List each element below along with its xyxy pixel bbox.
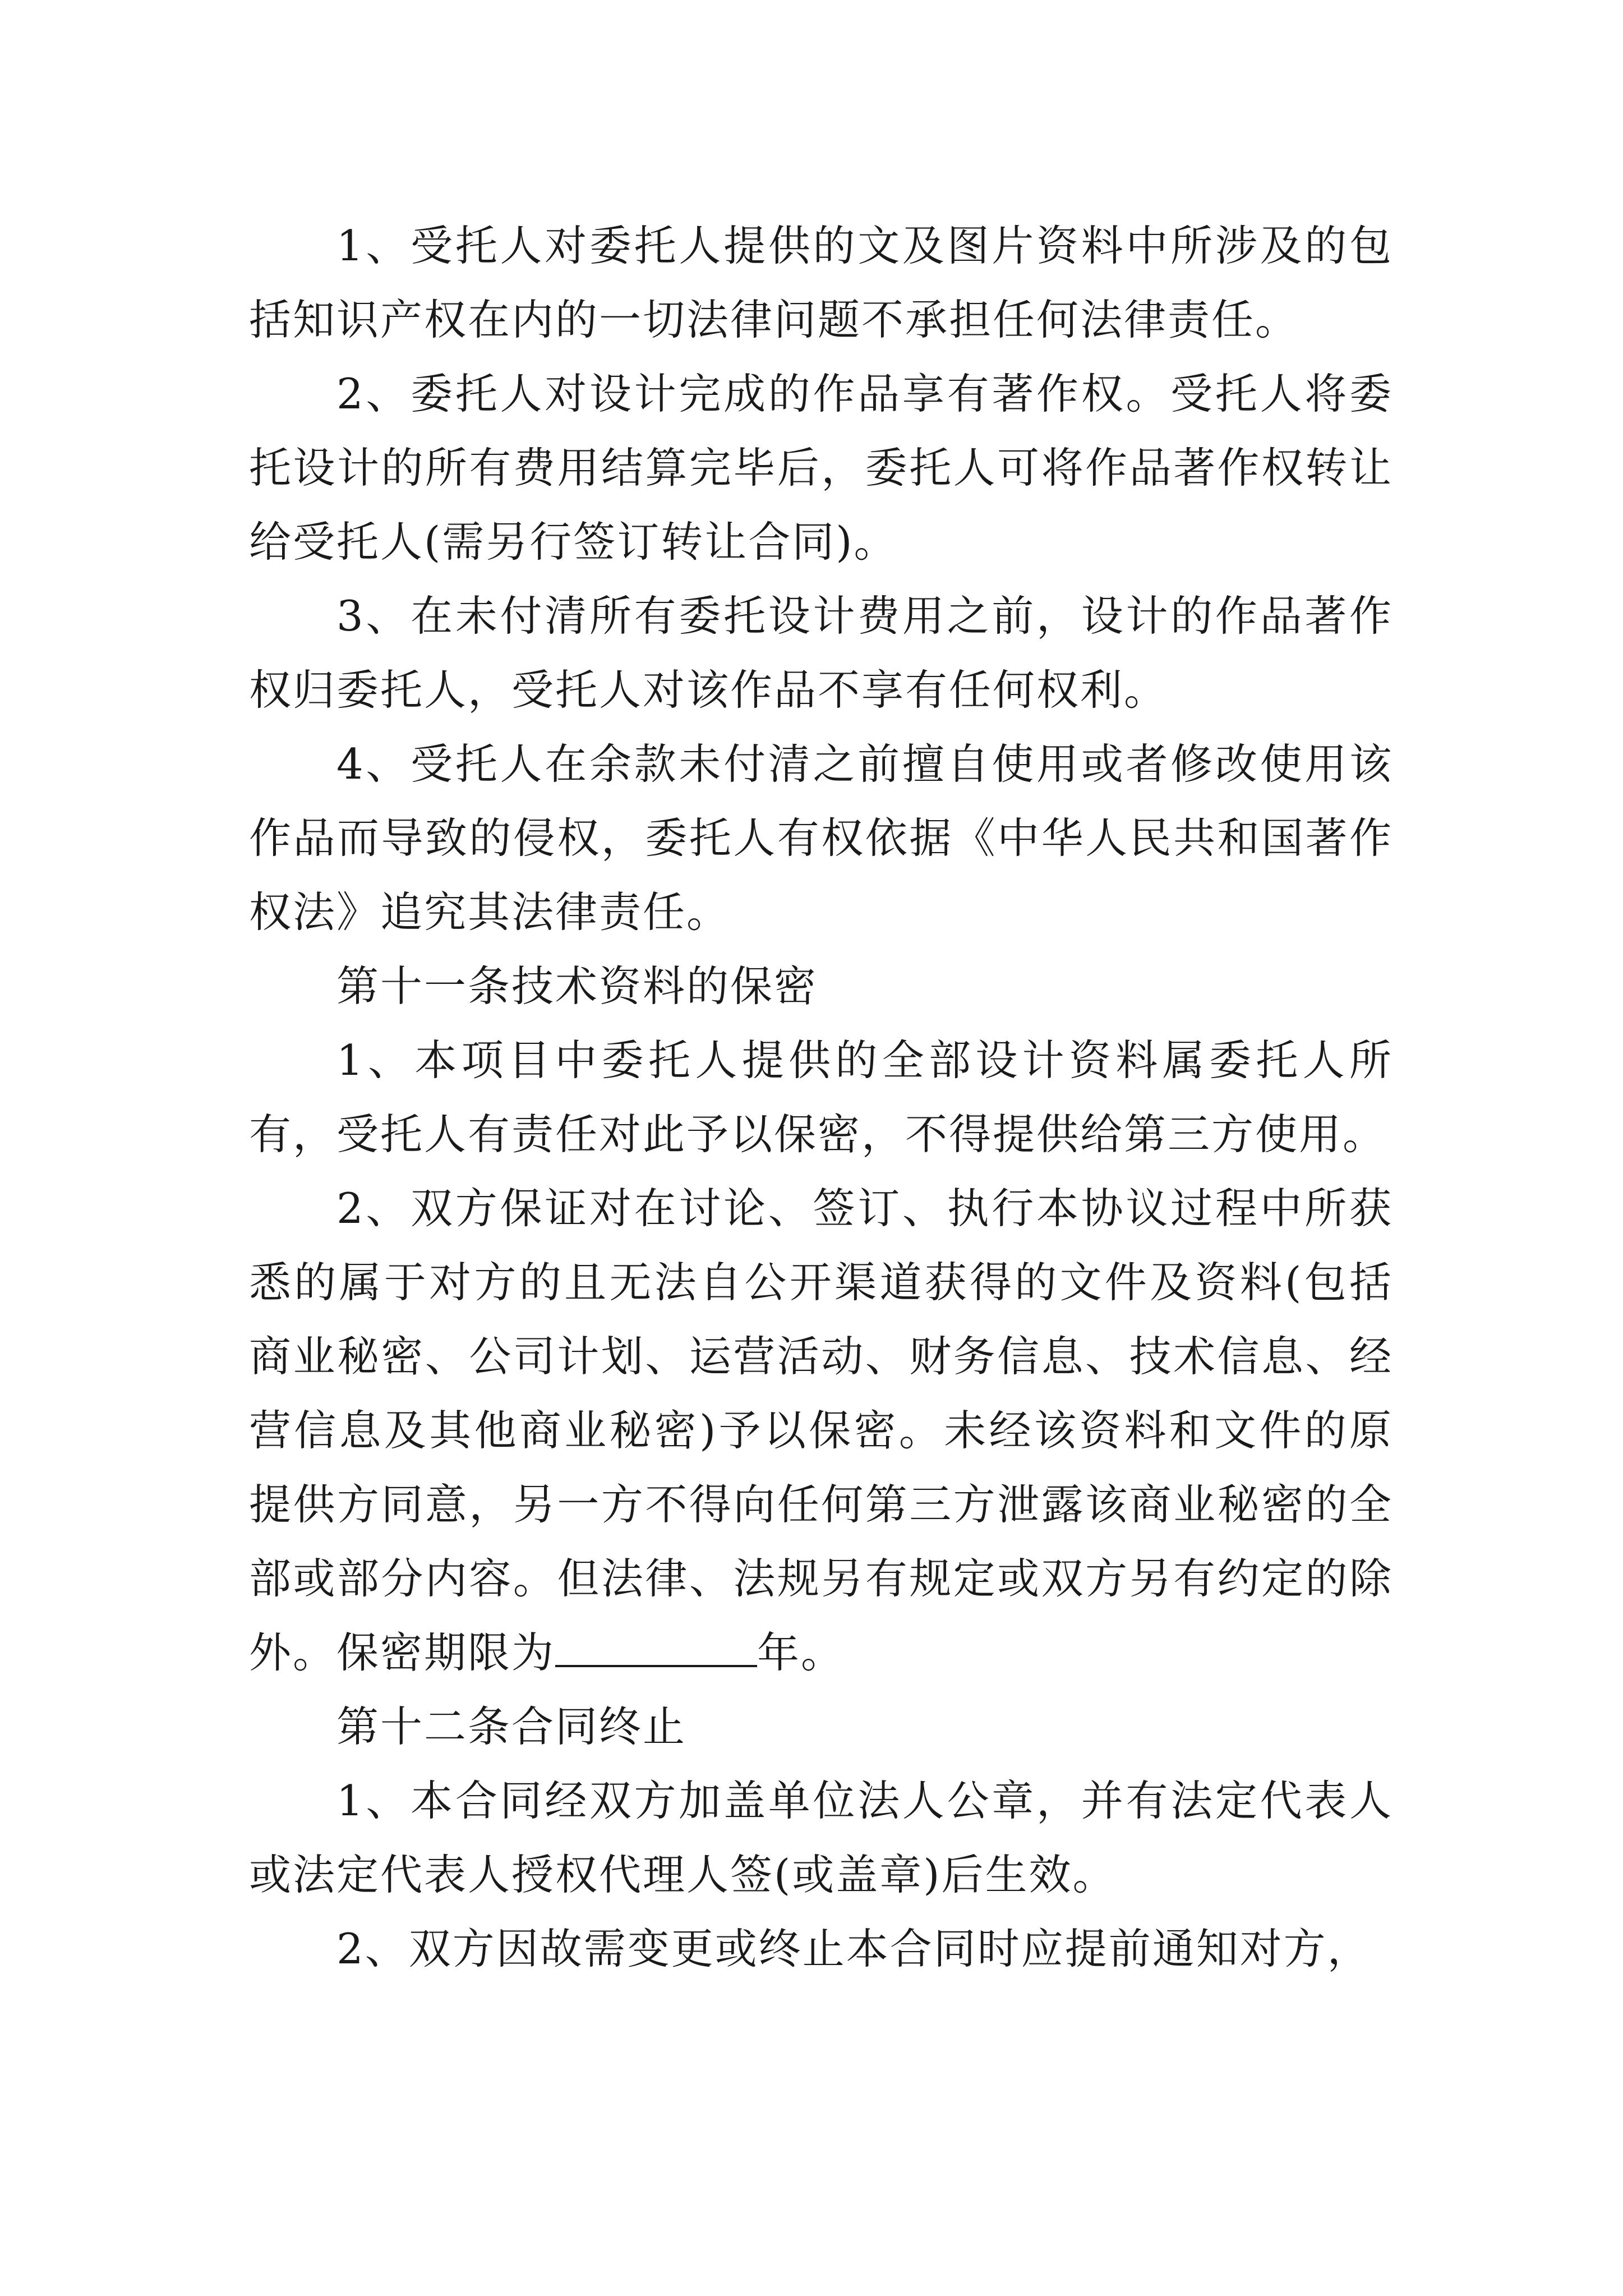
article-heading: 第十一条技术资料的保密: [336, 961, 818, 1011]
clause-paragraph: 2、委托人对设计完成的作品享有著作权。受托人将委托设计的所有费用结算完毕后，委托人可将作品著作权转让给受托人(需另行签订转让合同)。: [249, 369, 1393, 567]
document-body: [249, 209, 1393, 1986]
clause-text: 2、双方保证对在讨论、签订、执行本协议过程中所获悉的属于对方的且无法自公开渠道获得的文件及资料(包括商业秘密、公司计划、运营活动、财务信息、技术信息、经营信息及其他商业秘密)予以保密。未经该资料和文件的原提供方同意，另一方不得向任何第三方泄露该商业秘密的全部或部分内容。但法律、法规另有规定或双方另有约定的除外。保密期限为: [249, 1184, 1393, 1677]
clause-paragraph: 4、受托人在余款未付清之前擅自使用或者修改使用该作品而导致的侵权，委托人有权依据《中华人民共和国著作权法》追究其法律责任。: [249, 739, 1393, 937]
fill-in-blank: [555, 1629, 757, 1667]
clause-suffix: 年。: [757, 1628, 845, 1677]
clause-paragraph-with-blank: [249, 1171, 1393, 1690]
article-heading: 第十二条合同终止: [336, 1702, 687, 1751]
clause-paragraph: 1、本项目中委托人提供的全部设计资料属委托人所有，受托人有责任对此予以保密，不得提供给第三方使用。: [249, 1036, 1393, 1159]
clause-paragraph: 2、双方因故需变更或终止本合同时应提前通知对方，: [336, 1924, 1371, 1973]
clause-paragraph: 3、在未付清所有委托设计费用之前，设计的作品著作权归委托人，受托人对该作品不享有任何权利。: [249, 591, 1393, 715]
clause-paragraph: 1、受托人对委托人提供的文及图片资料中所涉及的包括知识产权在内的一切法律问题不承担任何法律责任。: [249, 221, 1393, 344]
clause-paragraph: 1、本合同经双方加盖单位法人公章，并有法定代表人或法定代表人授权代理人签(或盖章)后生效。: [249, 1776, 1393, 1899]
